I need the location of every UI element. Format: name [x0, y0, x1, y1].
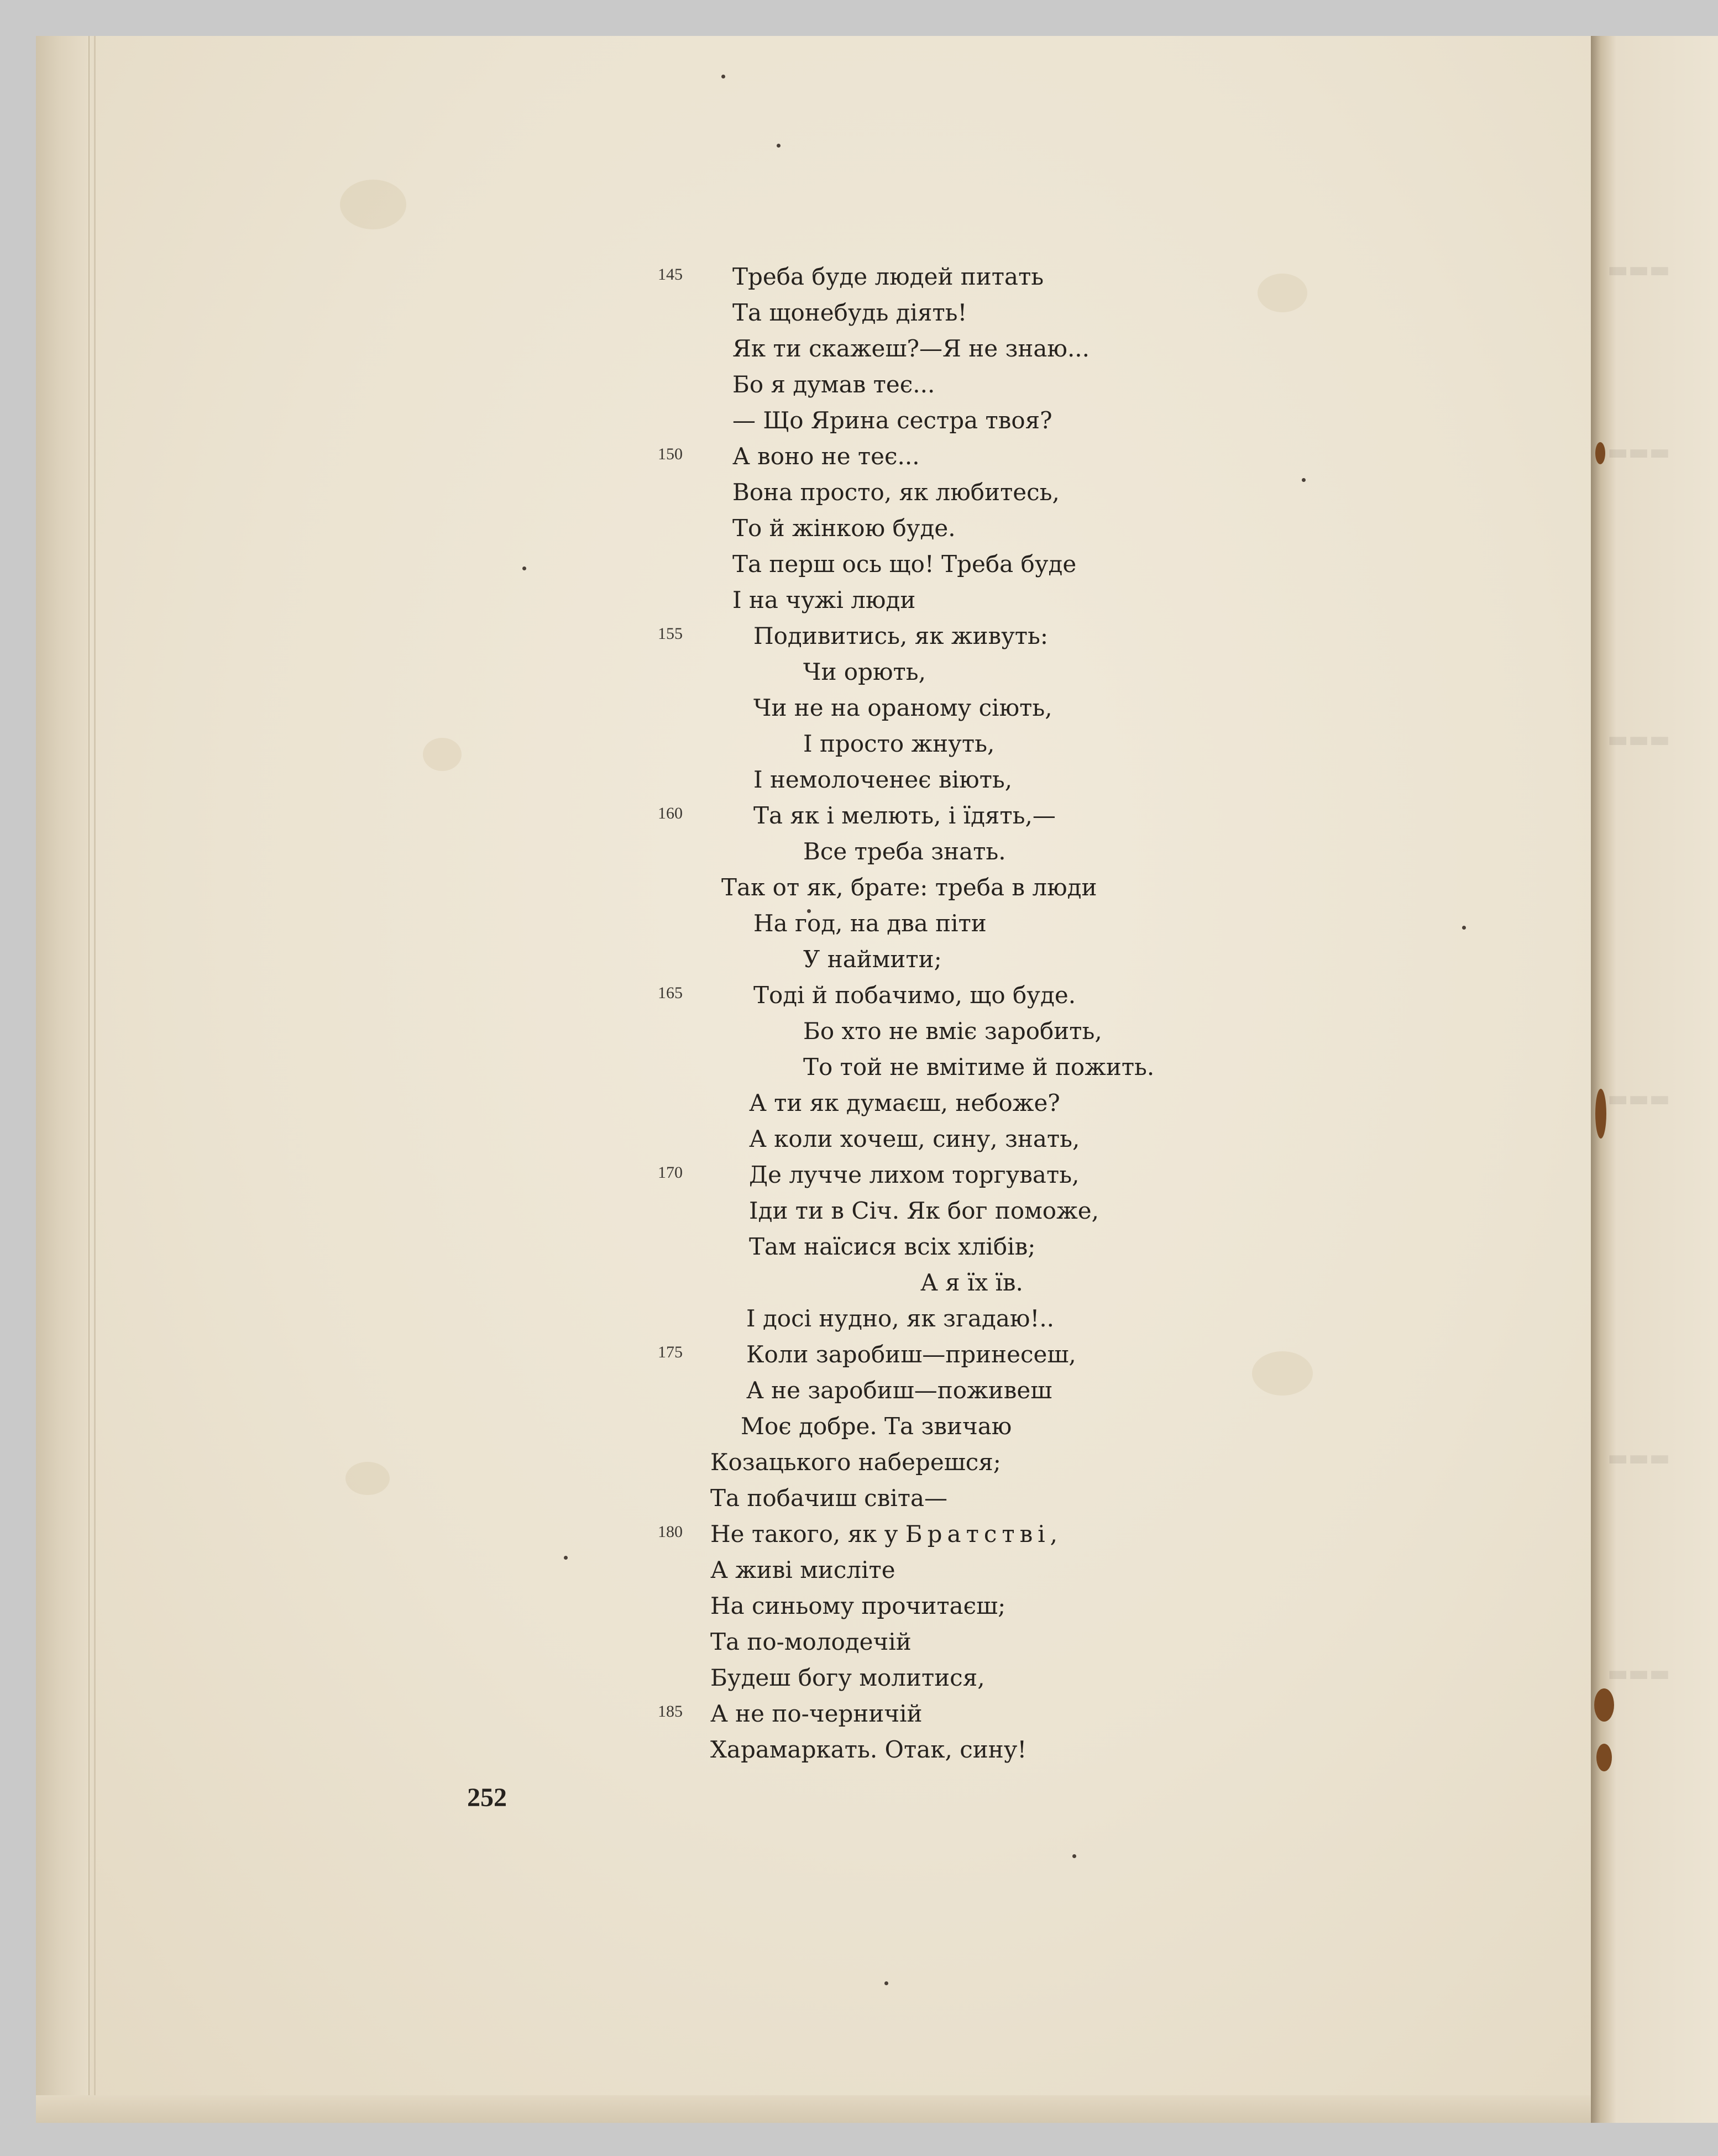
verse-text: На синьому прочитаєш;: [710, 1592, 1006, 1619]
verse-line: [36, 1230, 1599, 1264]
verse-line: [36, 260, 1599, 294]
facing-page-edge: [1591, 36, 1718, 2123]
line-number: 155: [658, 625, 683, 643]
verse-text: І досі нудно, як згадаю!..: [746, 1305, 1055, 1332]
verse-line: [36, 296, 1599, 330]
verse-line: [36, 1158, 1599, 1192]
verse-line: [36, 547, 1599, 581]
verse-text: Чи орють,: [803, 658, 926, 685]
verse-text: На год, на два піти: [753, 910, 987, 937]
verse-line: [36, 835, 1599, 869]
verse-text: Треба буде людей питать: [732, 263, 1044, 290]
bleed-through-text: ▬▬▬: [1607, 1661, 1670, 1686]
verse-text: Козацького наберешся;: [710, 1449, 1001, 1476]
verse-text: А не по-черничій: [710, 1700, 923, 1727]
book-page: [36, 36, 1599, 2123]
verse-text: Де лучче лихом торгувать,: [749, 1161, 1080, 1188]
verse-text-part: ,: [1050, 1520, 1058, 1548]
verse-text: Та як і мелють, і їдять,—: [753, 802, 1056, 829]
verse-text: Бо хто не вміє заробить,: [803, 1017, 1102, 1045]
verse-text: І просто жнуть,: [803, 730, 995, 757]
verse-line: [36, 1481, 1599, 1515]
verse-text: А коли хочеш, сину, знать,: [749, 1125, 1080, 1152]
poem-verse: [36, 36, 1599, 2123]
line-number: 160: [658, 804, 683, 822]
verse-text: Тоді й побачимо, що буде.: [753, 982, 1076, 1009]
verse-text: Подивитись, як живуть:: [753, 622, 1049, 649]
burn-mark: [1596, 1744, 1612, 1771]
verse-line: [36, 1373, 1599, 1408]
verse-line: [36, 1086, 1599, 1120]
verse-line: [36, 942, 1599, 977]
verse-line: [36, 1733, 1599, 1767]
line-number: 185: [658, 1702, 683, 1720]
bleed-through-text: ▬▬▬: [1607, 257, 1670, 282]
burn-mark: [1595, 442, 1605, 464]
verse-text: І на чужі люди: [732, 586, 916, 613]
verse-text-part: Не такого, як у: [710, 1520, 905, 1548]
verse-text: А я їх їв.: [920, 1269, 1023, 1296]
verse-line: [36, 475, 1599, 510]
verse-line: [36, 1409, 1599, 1444]
verse-line: [36, 1517, 1599, 1551]
verse-text: — Що Ярина сестра твоя?: [732, 407, 1052, 434]
verse-line: [36, 368, 1599, 402]
verse-line: [36, 799, 1599, 833]
verse-line: [36, 1661, 1599, 1695]
verse-line: [36, 763, 1599, 797]
verse-text: Харамаркать. Отак, сину!: [710, 1736, 1027, 1763]
verse-line: [36, 1194, 1599, 1228]
verse-text: Як ти скажеш?—Я не знаю...: [732, 335, 1090, 362]
verse-line: [36, 332, 1599, 366]
verse-text: То й жінкою буде.: [732, 515, 956, 542]
verse-line: [36, 1589, 1599, 1623]
verse-text: Бо я думав теє...: [732, 371, 935, 398]
verse-line: [36, 727, 1599, 761]
page-number: 252: [467, 1783, 507, 1812]
verse-line: [36, 1014, 1599, 1048]
line-number: 175: [658, 1343, 683, 1361]
verse-line: [36, 511, 1599, 545]
bleed-through-text: ▬▬▬: [1607, 727, 1670, 752]
verse-line: [36, 1122, 1599, 1156]
burn-mark: [1594, 1688, 1614, 1722]
verse-line: [36, 1302, 1599, 1336]
verse-line: [36, 583, 1599, 617]
verse-text: [710, 1517, 1057, 1551]
verse-line: [36, 870, 1599, 905]
line-number: 170: [658, 1163, 683, 1182]
verse-line: [36, 906, 1599, 941]
verse-text: Все треба знать.: [803, 838, 1006, 865]
verse-line: [36, 1625, 1599, 1659]
verse-text: Іди ти в Січ. Як бог поможе,: [749, 1197, 1099, 1224]
verse-line: [36, 1266, 1599, 1300]
verse-line: [36, 439, 1599, 474]
verse-text-emphasis: Братстві: [905, 1520, 1050, 1548]
verse-text: А не заробиш—поживеш: [746, 1377, 1052, 1404]
line-number: 150: [658, 445, 683, 463]
verse-text: Моє добре. Та звичаю: [741, 1413, 1012, 1440]
verse-text: Та щонебудь діять!: [732, 299, 967, 326]
burn-mark: [1595, 1089, 1606, 1139]
verse-line: [36, 655, 1599, 689]
verse-text: А ти як думаєш, небоже?: [749, 1089, 1060, 1116]
verse-line: [36, 1050, 1599, 1084]
line-number: 165: [658, 984, 683, 1002]
verse-line: [36, 619, 1599, 653]
verse-text: А воно не теє...: [732, 443, 920, 470]
line-number: 180: [658, 1523, 683, 1541]
verse-line: [36, 403, 1599, 438]
verse-line: [36, 1697, 1599, 1731]
verse-text: Коли заробиш—принесеш,: [746, 1341, 1076, 1368]
verse-text: Там наїсися всіх хлібів;: [749, 1233, 1036, 1260]
verse-line: [36, 1337, 1599, 1372]
bleed-through-text: ▬▬▬: [1607, 1445, 1670, 1471]
verse-text: І немолоченеє віють,: [753, 766, 1013, 793]
verse-text: А живі мисліте: [710, 1556, 895, 1583]
verse-text: У наймити;: [803, 946, 942, 973]
verse-line: [36, 1445, 1599, 1480]
verse-line: [36, 1553, 1599, 1587]
verse-text: Вона просто, як любитесь,: [732, 479, 1060, 506]
line-number: 145: [658, 265, 683, 284]
verse-text: Та побачиш світа—: [710, 1484, 948, 1512]
verse-text: То той не вмітиме й пожить.: [803, 1053, 1155, 1080]
bleed-through-text: ▬▬▬: [1607, 439, 1670, 465]
verse-text: Так от як, брате: треба в люди: [721, 874, 1097, 901]
bleed-through-text: ▬▬▬: [1607, 1086, 1670, 1111]
verse-text: Та перш ось що! Треба буде: [732, 550, 1077, 578]
verse-text: Чи не на ораному сіють,: [753, 694, 1052, 721]
verse-line: [36, 691, 1599, 725]
verse-text: Будеш богу молитися,: [710, 1664, 985, 1691]
verse-line: [36, 978, 1599, 1013]
verse-text: Та по-молодечій: [710, 1628, 912, 1655]
